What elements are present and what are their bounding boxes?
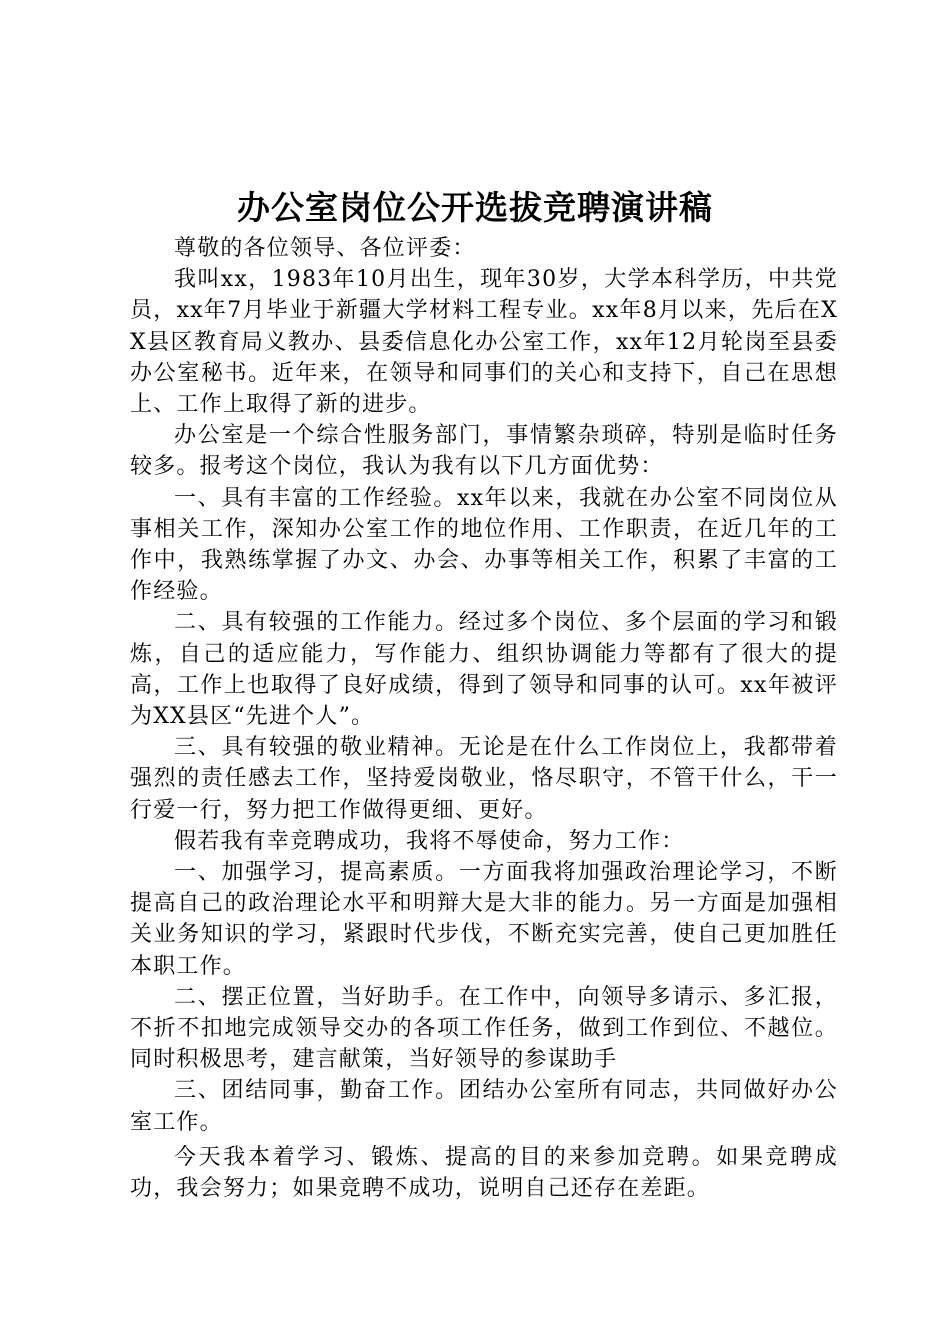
self-introduction-paragraph: 我叫xx，1983年10月出生，现年30岁，大学本科学历，中共党员，xx年7月毕业于新疆大学材料工程专业。xx年8月以来，先后在XX县区教育局义教办、县委信息化办公室工作，xx年12月轮岗至县委办公室秘书。近年来，在领导和同事们的关心和支持下，自己在思想上、工作上取得了新的进步。 — [130, 267, 838, 418]
advantage-dedication-paragraph: 三、具有较强的敬业精神。无论是在什么工作岗位上，我都带着强烈的责任感去工作，坚持爱岗敬业，恪尽职守，不管干什么，干一行爱一行，努力把工作做得更细、更好。 — [130, 735, 838, 823]
office-overview-paragraph: 办公室是一个综合性服务部门，事情繁杂琐碎，特别是临时任务较多。报考这个岗位，我认为我有以下几方面优势： — [130, 423, 838, 480]
plan-study-paragraph: 一、加强学习，提高素质。一方面我将加强政治理论学习，不断提高自己的政治理论水平和明辩大是大非的能力。另一方面是加强相关业务知识的学习，紧跟时代步伐，不断充实完善，使自己更加胜任本职工作。 — [130, 860, 838, 979]
salutation-paragraph: 尊敬的各位领导、各位评委： — [174, 236, 476, 261]
document-body — [130, 233, 838, 1204]
plan-assistant-paragraph: 二、摆正位置，当好助手。在工作中，向领导多请示、多汇报，不折不扣地完成领导交办的各项工作任务，做到工作到位、不越位。同时积极思考，建言献策，当好领导的参谋助手 — [130, 984, 838, 1073]
advantage-ability-paragraph: 二、具有较强的工作能力。经过多个岗位、多个层面的学习和锻炼，自己的适应能力，写作能力、组织协调能力等都有了很大的提高，工作上也取得了良好成绩，得到了领导和同事的认可。xx年被评为XX县区“先进个人”。 — [130, 610, 838, 730]
document-title: 办公室岗位公开选拔竞聘演讲稿 — [237, 188, 713, 227]
closing-paragraph: 今天我本着学习、锻炼、提高的目的来参加竞聘。如果竞聘成功，我会努力；如果竞聘不成功，说明自己还存在差距。 — [130, 1144, 838, 1202]
advantage-experience-paragraph: 一、具有丰富的工作经验。xx年以来，我就在办公室不同岗位从事相关工作，深知办公室工作的地位作用、工作职责，在近几年的工作中，我熟练掌握了办文、办会、办事等相关工作，积累了丰富的工作经验。 — [130, 485, 838, 605]
commitment-intro-paragraph: 假若我有幸竞聘成功，我将不辱使命，努力工作： — [174, 828, 685, 854]
plan-teamwork-paragraph: 三、团结同事，勤奋工作。团结办公室所有同志，共同做好办公室工作。 — [130, 1078, 838, 1135]
